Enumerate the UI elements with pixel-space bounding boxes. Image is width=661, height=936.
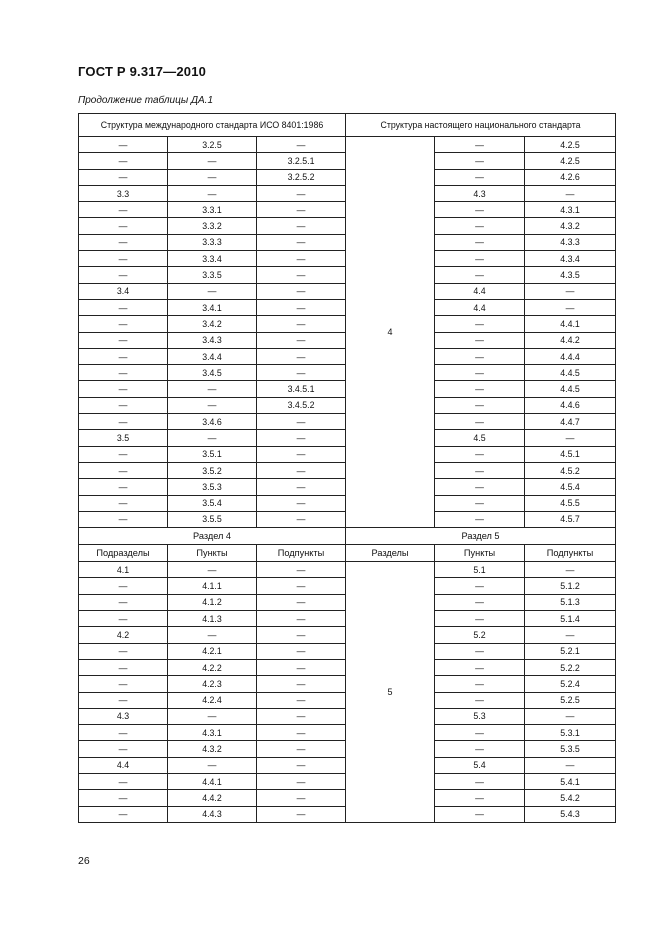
table-cell: —	[435, 676, 525, 692]
table-cell: —	[79, 153, 168, 169]
table-cell: 4.4	[435, 283, 525, 299]
table-cell: —	[257, 283, 346, 299]
table-cell: —	[435, 137, 525, 153]
table-cell: 4.4.4	[525, 348, 616, 364]
table-cell: —	[435, 234, 525, 250]
table-cell: —	[79, 446, 168, 462]
table-cell: 4.5.7	[525, 511, 616, 527]
table-cell: —	[79, 594, 168, 610]
table-cell: 4.2.3	[168, 676, 257, 692]
table-cell: —	[168, 153, 257, 169]
table-cell: 4.5	[435, 430, 525, 446]
table-cell: 4.3.3	[525, 234, 616, 250]
table-cell: 4.2.5	[525, 137, 616, 153]
table-cell: —	[435, 153, 525, 169]
table-cell: —	[257, 741, 346, 757]
table-cell: 4.2.1	[168, 643, 257, 659]
section-left-label: Раздел 4	[79, 528, 346, 545]
table-cell: —	[435, 316, 525, 332]
table-cell: 4.2.4	[168, 692, 257, 708]
table-cell: —	[168, 169, 257, 185]
table-cell: —	[525, 185, 616, 201]
table-cell: 4.3.4	[525, 251, 616, 267]
table-cell: —	[168, 430, 257, 446]
table-cell: 4.3.1	[525, 202, 616, 218]
table-cell: —	[435, 741, 525, 757]
table-cell: 3.4.5.1	[257, 381, 346, 397]
table-cell: —	[435, 511, 525, 527]
table-cell: 3.3.5	[168, 267, 257, 283]
table-cell: 5.1.3	[525, 594, 616, 610]
table-cell: —	[257, 708, 346, 724]
table-cell: 5.4.2	[525, 790, 616, 806]
table-cell: —	[435, 202, 525, 218]
table-cell: —	[79, 578, 168, 594]
table-cell: —	[435, 218, 525, 234]
table-cell: —	[79, 511, 168, 527]
table-cell: —	[435, 169, 525, 185]
table-cell: —	[79, 611, 168, 627]
table-cell: —	[257, 594, 346, 610]
table-cell: —	[257, 806, 346, 822]
table-cell: 3.4.3	[168, 332, 257, 348]
table-cell: 3.4.2	[168, 316, 257, 332]
table-cell: —	[79, 202, 168, 218]
table-cell: 3.2.5	[168, 137, 257, 153]
table-cell: —	[435, 611, 525, 627]
table-cell: —	[79, 495, 168, 511]
table-cell: —	[257, 611, 346, 627]
table-cell: —	[79, 725, 168, 741]
table-cell: —	[257, 676, 346, 692]
table-cell: —	[525, 627, 616, 643]
table-cell: —	[435, 414, 525, 430]
table-cell: —	[257, 185, 346, 201]
table-cell: 5.1.4	[525, 611, 616, 627]
table-cell: —	[79, 365, 168, 381]
table-cell: 3.5.2	[168, 462, 257, 478]
table-cell: —	[79, 643, 168, 659]
table-cell: —	[79, 251, 168, 267]
table-cell: —	[257, 773, 346, 789]
table-cell: —	[257, 643, 346, 659]
table-cell: —	[257, 692, 346, 708]
table-cell: —	[257, 332, 346, 348]
table-cell: 4.4.3	[168, 806, 257, 822]
table-cell: 4.1.3	[168, 611, 257, 627]
correspondence-table	[78, 113, 616, 823]
table-cell: —	[79, 234, 168, 250]
table-cell: 4.4	[435, 299, 525, 315]
table-cell: —	[257, 562, 346, 578]
document-header: ГОСТ Р 9.317—2010	[78, 64, 207, 79]
table-cell: 3.3.1	[168, 202, 257, 218]
table-cell: 4.4.5	[525, 365, 616, 381]
table-cell: —	[79, 806, 168, 822]
table-cell: —	[435, 773, 525, 789]
table-cell: 4.4.2	[168, 790, 257, 806]
table-cell: —	[79, 773, 168, 789]
table-cell: 5.3	[435, 708, 525, 724]
table-cell: 4.1	[79, 562, 168, 578]
table-cell: —	[79, 692, 168, 708]
table-cell: —	[257, 659, 346, 675]
table-cell: —	[257, 462, 346, 478]
table-cell: 4.1.2	[168, 594, 257, 610]
table-cell: 4.3.1	[168, 725, 257, 741]
table-cell: —	[257, 137, 346, 153]
table-cell: 4.3.5	[525, 267, 616, 283]
table-cell: 3.4.1	[168, 299, 257, 315]
table-cell: —	[257, 479, 346, 495]
table-cell: —	[79, 332, 168, 348]
table-cell: 4.4.6	[525, 397, 616, 413]
table-cell: —	[79, 218, 168, 234]
table-cell: 4.5.2	[525, 462, 616, 478]
table-cell: 5.2	[435, 627, 525, 643]
table-cell: —	[435, 251, 525, 267]
table-cell: —	[435, 643, 525, 659]
table-cell: —	[168, 757, 257, 773]
table-row	[79, 137, 616, 153]
table-cell: 3.4.5.2	[257, 397, 346, 413]
table-cell: 4.5.4	[525, 479, 616, 495]
table-cell: —	[257, 430, 346, 446]
table-cell: —	[168, 627, 257, 643]
table-cell: —	[257, 348, 346, 364]
merged-section-cell: 5	[346, 562, 435, 823]
table-cell: —	[257, 725, 346, 741]
table-cell: 5.4	[435, 757, 525, 773]
table-cell: 4.2.5	[525, 153, 616, 169]
table-cell: 4.5.1	[525, 446, 616, 462]
table-cell: 4.3	[79, 708, 168, 724]
table-cell: —	[435, 332, 525, 348]
table-cell: 5.4.1	[525, 773, 616, 789]
page-number: 26	[78, 855, 90, 867]
table-cell: —	[79, 381, 168, 397]
table-cell: —	[79, 659, 168, 675]
section-right-label: Раздел 5	[346, 528, 616, 545]
table-cell: 4.3.2	[525, 218, 616, 234]
table-cell: —	[435, 381, 525, 397]
table-cell: —	[525, 430, 616, 446]
table-cell: —	[257, 495, 346, 511]
table-cell: —	[168, 283, 257, 299]
table-cell: —	[257, 218, 346, 234]
table-cell: 3.2.5.2	[257, 169, 346, 185]
table-cell: —	[257, 202, 346, 218]
table-cell: —	[257, 414, 346, 430]
table-cell: 4.1.1	[168, 578, 257, 594]
table-cell: 3.5.3	[168, 479, 257, 495]
table-caption: Продолжение таблицы ДА.1	[78, 95, 214, 106]
table-cell: —	[257, 251, 346, 267]
table-cell: 3.4.6	[168, 414, 257, 430]
table-cell: —	[435, 479, 525, 495]
table-cell: —	[79, 137, 168, 153]
table-cell: —	[435, 578, 525, 594]
table-cell: 5.2.1	[525, 643, 616, 659]
table-cell: —	[525, 708, 616, 724]
table-cell: —	[435, 659, 525, 675]
subheader-cell: Подпункты	[525, 545, 616, 562]
table-cell: 5.3.1	[525, 725, 616, 741]
table-cell: —	[435, 806, 525, 822]
table-cell: 3.4.4	[168, 348, 257, 364]
table-cell: 3.3.3	[168, 234, 257, 250]
table-cell: —	[79, 741, 168, 757]
table-cell: 4.5.5	[525, 495, 616, 511]
table-cell: —	[525, 757, 616, 773]
table-cell: —	[435, 446, 525, 462]
table-cell: —	[79, 267, 168, 283]
merged-section-cell: 4	[346, 137, 435, 528]
table-cell: 3.4.5	[168, 365, 257, 381]
table-cell: —	[435, 267, 525, 283]
subheader-cell: Подпункты	[257, 545, 346, 562]
table-cell: —	[435, 462, 525, 478]
table-cell: 4.3	[435, 185, 525, 201]
table-cell: —	[168, 562, 257, 578]
table-cell: —	[257, 578, 346, 594]
table-cell: 3.5	[79, 430, 168, 446]
table-cell: 3.5.1	[168, 446, 257, 462]
subheader-cell: Подразделы	[79, 545, 168, 562]
table-cell: 5.1.2	[525, 578, 616, 594]
table-cell: —	[257, 267, 346, 283]
table-cell: —	[525, 299, 616, 315]
table-cell: —	[525, 562, 616, 578]
table-row	[79, 562, 616, 578]
table-cell: 4.2.6	[525, 169, 616, 185]
section-row	[79, 528, 616, 545]
table-cell: 4.4.1	[525, 316, 616, 332]
table-cell: —	[435, 348, 525, 364]
table-cell: —	[79, 316, 168, 332]
table-cell: 5.2.2	[525, 659, 616, 675]
table-cell: —	[79, 169, 168, 185]
table-cell: 3.2.5.1	[257, 153, 346, 169]
table-cell: —	[257, 299, 346, 315]
table-cell: —	[79, 299, 168, 315]
table-cell: 4.4.2	[525, 332, 616, 348]
table-cell: 5.1	[435, 562, 525, 578]
table-cell: —	[79, 397, 168, 413]
subheader-cell: Пункты	[168, 545, 257, 562]
table-cell: 4.3.2	[168, 741, 257, 757]
table-cell: —	[79, 348, 168, 364]
table-cell: 5.3.5	[525, 741, 616, 757]
table-cell: —	[79, 479, 168, 495]
header-national-structure: Структура настоящего национального стандарта	[346, 114, 616, 137]
table-cell: 5.2.5	[525, 692, 616, 708]
table-cell: —	[435, 365, 525, 381]
table-cell: 3.3	[79, 185, 168, 201]
table-cell: —	[79, 676, 168, 692]
table-cell: —	[79, 414, 168, 430]
table-header-row	[79, 114, 616, 137]
table-cell: —	[168, 185, 257, 201]
table-cell: —	[435, 397, 525, 413]
table-cell: 4.2	[79, 627, 168, 643]
table-cell: —	[79, 462, 168, 478]
table-cell: —	[435, 692, 525, 708]
table-cell: 5.2.4	[525, 676, 616, 692]
subheader-row	[79, 545, 616, 562]
table-cell: —	[79, 790, 168, 806]
table-cell: —	[168, 397, 257, 413]
table-cell: —	[257, 316, 346, 332]
subheader-cell: Пункты	[435, 545, 525, 562]
table-cell: —	[525, 283, 616, 299]
table-cell: 4.4.1	[168, 773, 257, 789]
table-cell: 4.4	[79, 757, 168, 773]
table-cell: 5.4.3	[525, 806, 616, 822]
table-cell: —	[257, 757, 346, 773]
table-cell: —	[435, 790, 525, 806]
table-cell: —	[435, 725, 525, 741]
subheader-cell: Разделы	[346, 545, 435, 562]
table-cell: 4.4.7	[525, 414, 616, 430]
header-international-structure: Структура международного стандарта ИСО 8401:1986	[79, 114, 346, 137]
table-cell: —	[168, 381, 257, 397]
table-cell: 3.3.2	[168, 218, 257, 234]
table-cell: —	[257, 234, 346, 250]
table-cell: —	[435, 495, 525, 511]
table-cell: —	[435, 594, 525, 610]
table-cell: 3.3.4	[168, 251, 257, 267]
table-cell: —	[257, 511, 346, 527]
table-cell: —	[257, 627, 346, 643]
table-cell: 4.4.5	[525, 381, 616, 397]
table-cell: —	[168, 708, 257, 724]
table-cell: 3.5.4	[168, 495, 257, 511]
table-cell: 3.4	[79, 283, 168, 299]
table-cell: —	[257, 790, 346, 806]
table-cell: 4.2.2	[168, 659, 257, 675]
table-cell: —	[257, 365, 346, 381]
table-cell: —	[257, 446, 346, 462]
table-cell: 3.5.5	[168, 511, 257, 527]
